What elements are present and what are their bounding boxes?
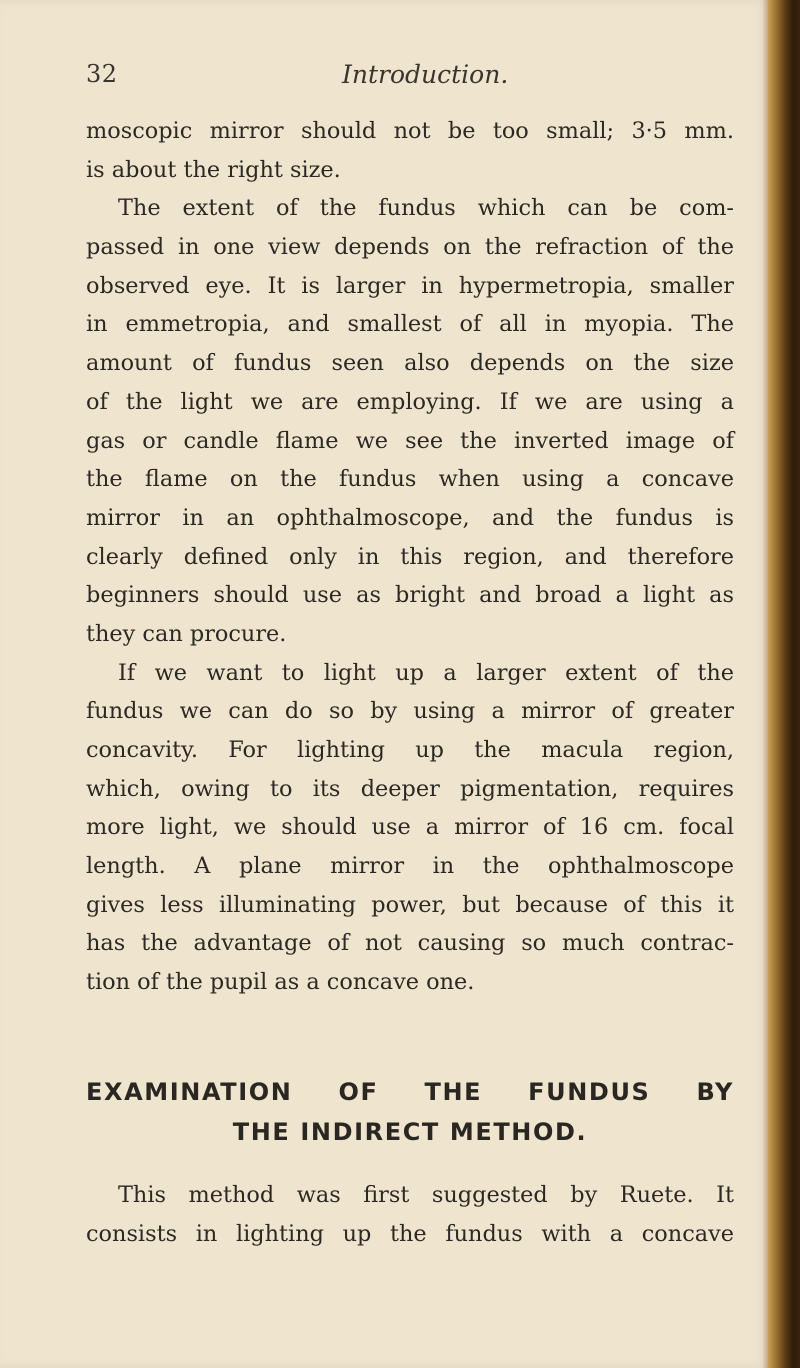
text-line: beginners should use as bright and broad a light as — [86, 582, 734, 609]
text-line: gas or candle flame we see the inverted image of — [86, 427, 734, 454]
text-line: clearly defined only in this region, and therefore — [86, 543, 734, 570]
text-line: more light, we should use a mirror of 16 cm. focal — [86, 814, 734, 841]
text-line: in emmetropia, and smallest of all in myopia. The — [86, 311, 734, 338]
text-line: fundus we can do so by using a mirror of greater — [86, 698, 734, 725]
section-heading-line-1: EXAMINATION OF THE FUNDUS BY — [86, 1077, 734, 1106]
text-line: If we want to light up a larger extent of the — [118, 659, 734, 686]
text-line: observed eye. It is larger in hypermetropia, smaller — [86, 272, 734, 299]
text-line: of the light we are employing. If we are using a — [86, 388, 734, 415]
paragraph-3 — [86, 654, 734, 1002]
body-text — [86, 112, 734, 1253]
text-line: The extent of the fundus which can be com- — [118, 195, 734, 222]
text-line: consists in lighting up the fundus with a concave — [86, 1220, 734, 1247]
text-line: moscopic mirror should not be too small; 3·5 mm. — [86, 118, 734, 144]
text-line: tion of the pupil as a concave one. — [86, 969, 475, 996]
text-line: they can procure. — [86, 620, 287, 647]
text-line: has the advantage of not causing so much contrac- — [86, 930, 734, 957]
text-line: passed in one view depends on the refraction of the — [86, 234, 734, 261]
section-heading — [86, 1072, 734, 1152]
text-line: This method was first suggested by Ruete. It — [118, 1181, 734, 1208]
book-spine — [768, 0, 800, 1368]
spacer — [86, 1002, 734, 1072]
text-line: concavity. For lighting up the macula region, — [86, 737, 734, 763]
text-line: length. A plane mirror in the ophthalmoscope — [86, 853, 734, 880]
page-number: 32 — [86, 60, 118, 88]
text-line: the flame on the fundus when using a concave — [86, 466, 734, 493]
page-header — [0, 60, 768, 100]
paragraph-2 — [86, 189, 734, 653]
text-line: gives less illuminating power, but because of this it — [86, 891, 734, 918]
text-line: which, owing to its deeper pigmentation, requires — [86, 775, 734, 802]
paragraph-4 — [86, 1176, 734, 1253]
section-heading-line-2: THE INDIRECT METHOD. — [232, 1117, 588, 1146]
text-line: mirror in an ophthalmoscope, and the fundus is — [86, 504, 734, 531]
paragraph-1 — [86, 112, 734, 189]
text-line: is about the right size. — [86, 156, 341, 183]
text-line: amount of fundus seen also depends on the size — [86, 350, 734, 377]
spacer — [86, 1152, 734, 1176]
running-head: Introduction. — [342, 60, 509, 89]
